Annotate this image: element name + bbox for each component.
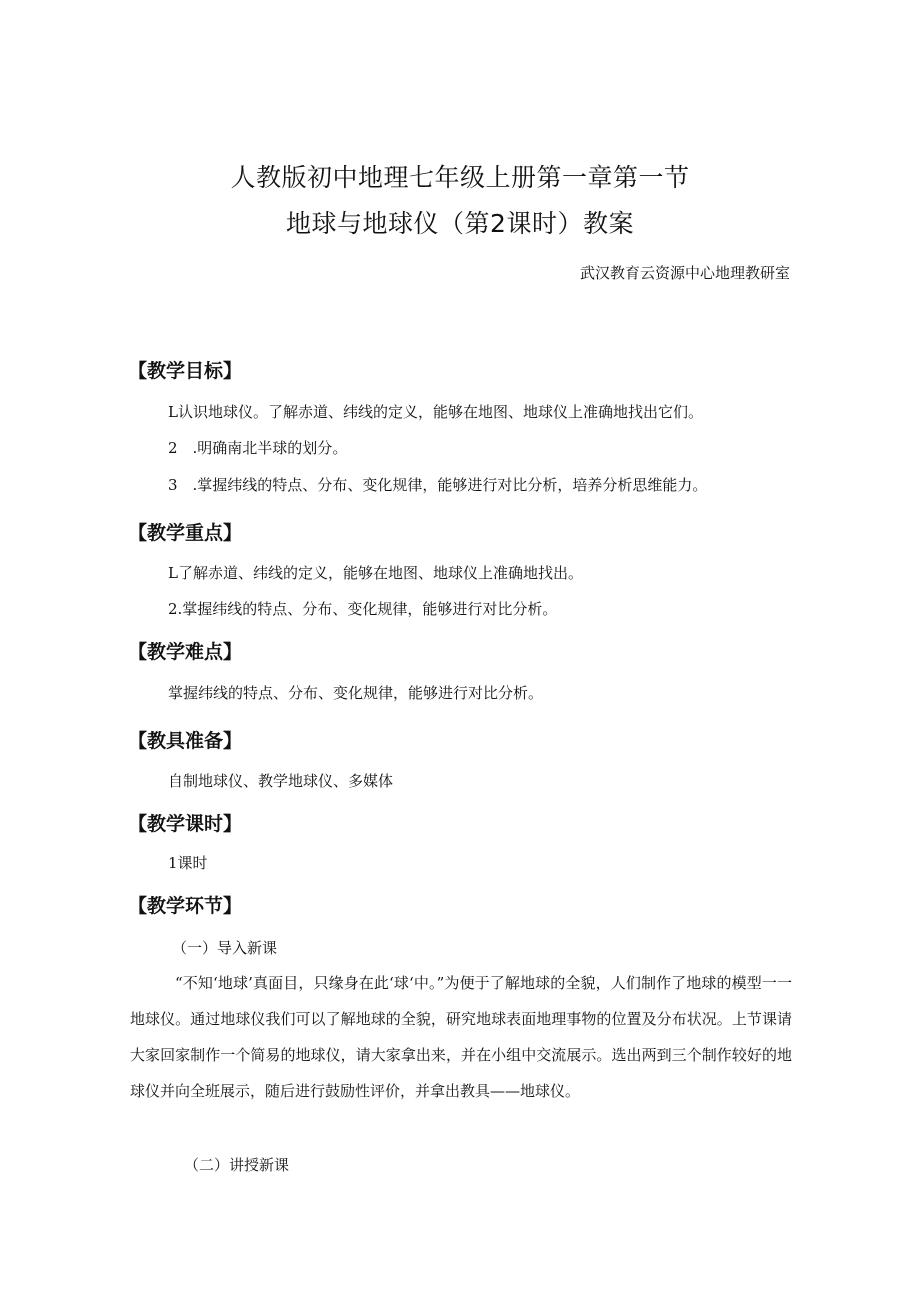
periods-text: 1课时 [168,854,208,872]
key-point-item-2: 2.掌握纬线的特点、分布、变化规律，能够进行对比分析。 [168,600,558,618]
process-intro-paragraph: “不知‘地球’真面目，只缘身在此‘球‘中。”为便于了解地球的全貌，人们制作了地球的模型一一地球仪。通过地球仪我们可以了解地球的全貌，研究地球表面地理事物的位置及分布状况。上节课请大家回家制作一个简易的地球仪，请大家拿出来，并在小组中交流展示。选出两到三个制作较好的地球仪并向全班展示，随后进行鼓励性评价，并拿出教具——地球仪。 [130,974,792,1100]
document-author: 武汉教育云资源中心地理教研室 [579,264,790,282]
section-heading-difficulties: 【教学难点】 [128,641,243,663]
process-subheading-new-lesson: （二）讲授新课 [184,1156,290,1174]
document-title-line1: 人教版初中地理七年级上册第一章第一节 [230,163,690,192]
objective-item-2: 2 .明确南北半球的划分。 [168,439,348,457]
section-heading-process: 【教学环节】 [128,895,243,917]
section-heading-periods: 【教学课时】 [128,813,243,835]
document-title-line2: 地球与地球仪（第2课时）教案 [286,209,634,238]
difficulty-text: 掌握纬线的特点、分布、变化规律，能够进行对比分析。 [168,684,544,702]
process-subheading-intro: （一）导入新课 [172,939,278,957]
objective-item-3: 3 .掌握纬线的特点、分布、变化规律，能够进行对比分析，培养分析思维能力。 [168,476,708,494]
section-heading-objectives: 【教学目标】 [128,360,243,382]
section-heading-key-points: 【教学重点】 [128,522,243,544]
materials-text: 自制地球仪、教学地球仪、多媒体 [168,772,394,790]
objective-item-1: L认识地球仪。了解赤道、纬线的定义，能够在地图、地球仪上准确地找出它们。 [168,403,703,421]
key-point-item-1: L了解赤道、纬线的定义，能够在地图、地球仪上准确地找出。 [168,564,583,582]
section-heading-materials: 【教具准备】 [128,730,243,752]
